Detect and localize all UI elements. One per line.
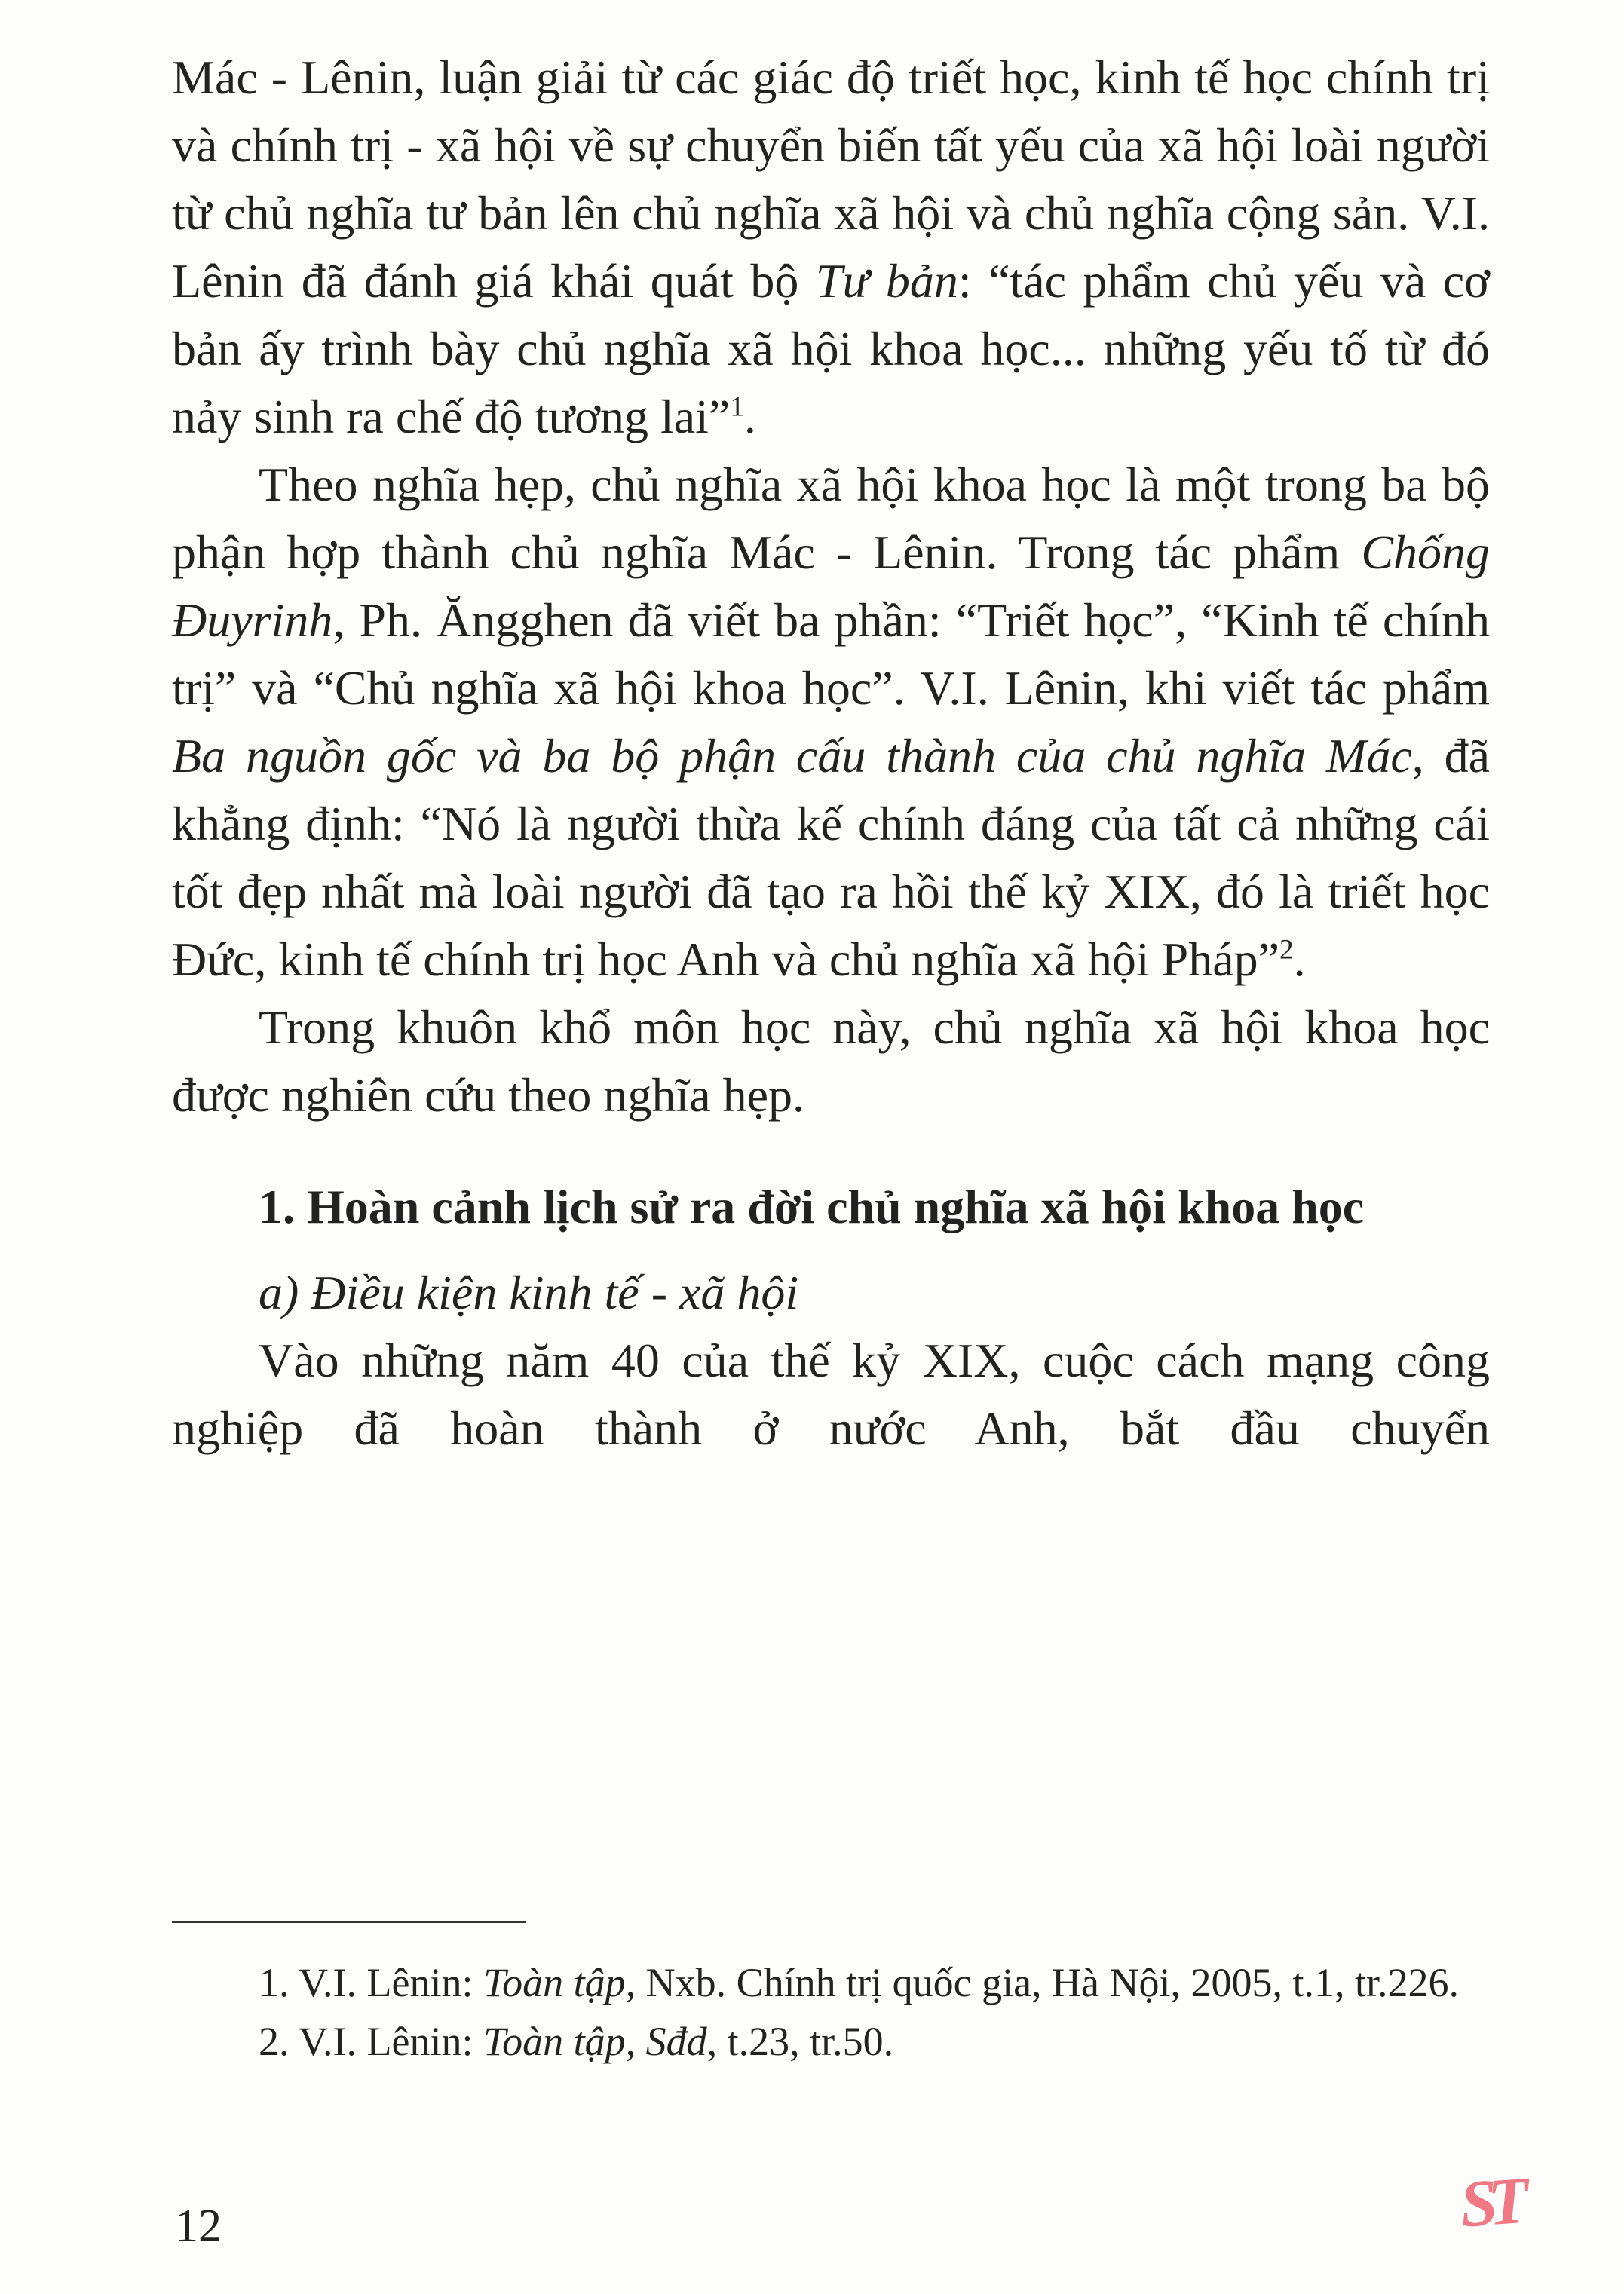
publisher-logo <box>1458 2163 1523 2243</box>
sub-heading <box>172 1259 1490 1327</box>
text-run: Trong khuôn khổ môn học này, chủ nghĩa xã hội khoa học được nghiên cứu theo nghĩa hẹp. <box>172 1000 1490 1122</box>
footnote-section <box>172 1921 1490 2071</box>
text-run: Mác - Lênin, luận giải từ các giác độ triết học, kinh tế học chính trị và chính trị - xã hội về sự chuyển biến tất yếu của xã hội loài người từ chủ nghĩa tư bản lên chủ nghĩa xã hội và chủ nghĩa cộng sản. V.I. Lênin đã đánh giá khái quát bộ <box>172 51 1490 308</box>
italic-book-title: Toàn tập, Sđd <box>483 2019 707 2064</box>
paragraph-1 <box>172 44 1490 451</box>
main-text-block <box>172 44 1490 1462</box>
text-run: a) Điều kiện kinh tế - xã hội <box>259 1266 799 1319</box>
paragraph-4 <box>172 1327 1490 1462</box>
italic-book-title: Tư bản <box>815 254 958 308</box>
text-run: 1. V.I. Lênin: <box>259 1960 484 2005</box>
text-run: . <box>1293 933 1306 986</box>
text-run: , đã khẳng định: “Nó là người thừa kế chính đáng của tất cả những cái tốt đẹp nhất mà loài người đã tạo ra hồi thế kỷ XIX, đó là triết học Đức, kinh tế chính trị học Anh và chủ nghĩa xã hội Pháp” <box>172 729 1491 986</box>
paragraph-3 <box>172 994 1490 1129</box>
italic-book-title: Toàn tập, <box>483 1960 636 2005</box>
footnote-separator <box>172 1921 526 1923</box>
text-run: , t.23, tr.50. <box>706 2019 894 2064</box>
text-run: , Ph. Ăngghen đã viết ba phần: “Triết học”, “Kinh tế chính trị” và “Chủ nghĩa xã hội khoa học”. V.I. Lênin, khi viết tác phẩm <box>172 593 1490 715</box>
footnote-1 <box>172 1953 1490 2012</box>
footnote-2 <box>172 2012 1490 2071</box>
text-run: Nxb. Chính trị quốc gia, Hà Nội, 2005, t.1, tr.226. <box>636 1960 1460 2005</box>
text-run: 2. V.I. Lênin: <box>259 2019 484 2064</box>
text-run: Vào những năm 40 của thế kỷ XIX, cuộc cách mạng công nghiệp đã hoàn thành ở nước Anh, bắt đầu chuyển <box>172 1334 1490 1455</box>
publisher-logo-text: ST <box>1458 2164 1523 2242</box>
italic-book-title: Ba nguồn gốc và ba bộ phận cấu thành của chủ nghĩa Mác <box>172 729 1412 783</box>
footnote-ref-1: 1 <box>730 391 744 423</box>
text-run: Theo nghĩa hẹp, chủ nghĩa xã hội khoa học là một trong ba bộ phận hợp thành chủ nghĩa Mác - Lênin. Trong tác phẩm <box>172 458 1490 579</box>
footnote-ref-2: 2 <box>1279 934 1294 966</box>
italic-book-title: Chống Đuyrinh <box>172 525 1490 647</box>
section-heading: 1. Hoàn cảnh lịch sử ra đời chủ nghĩa xã hội khoa học <box>259 1180 1365 1233</box>
text-run: . <box>743 390 756 443</box>
page-number: 12 <box>175 2201 222 2252</box>
text-run: : “tác phẩm chủ yếu và cơ bản ấy trình bày chủ nghĩa xã hội khoa học... những yếu tố từ đó nảy sinh ra chế độ tương lai” <box>172 254 1491 443</box>
paragraph-2 <box>172 451 1490 994</box>
